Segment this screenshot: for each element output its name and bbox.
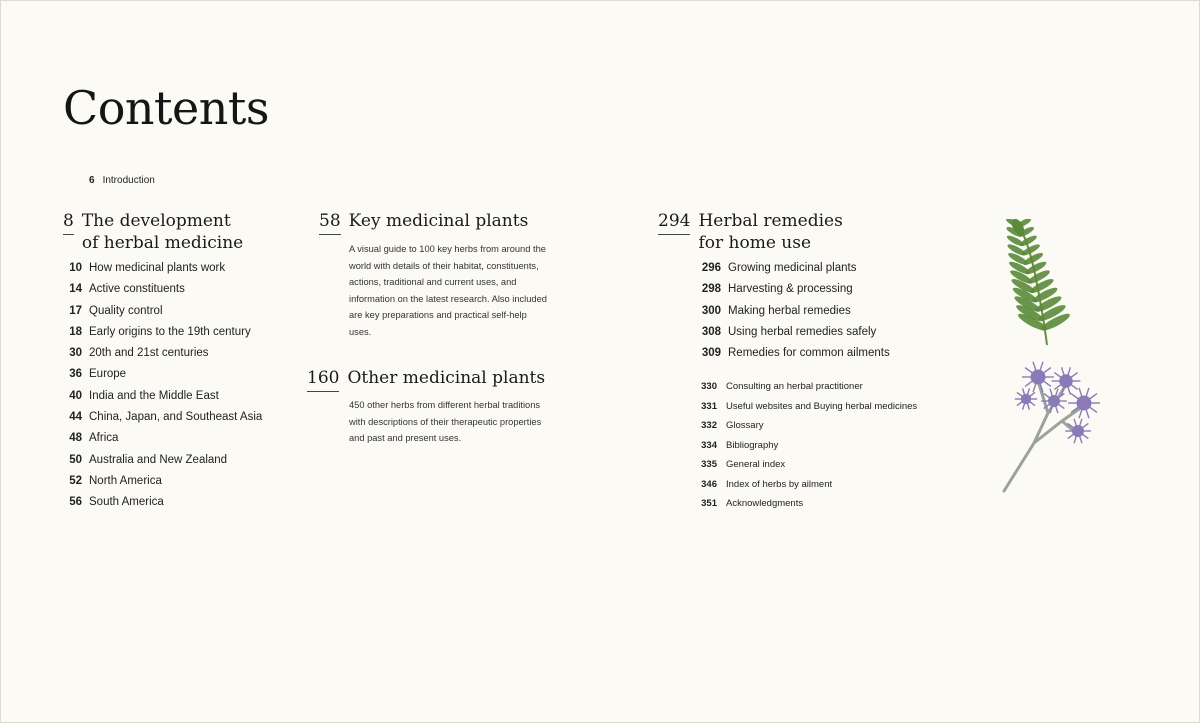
toc-label: Useful websites and Buying herbal medicines [726,400,918,412]
toc-label: 20th and 21st centuries [89,347,209,360]
toc-page-number: 351 [701,498,717,509]
toc-label: South America [89,496,164,509]
toc-entry[interactable] [65,475,262,496]
toc-page-number: 346 [701,478,717,490]
sea-holly-illustration [996,351,1101,496]
section-page-number: 294 [658,210,690,235]
toc-label: How medicinal plants work [89,262,226,274]
toc-entry[interactable] [65,454,262,475]
toc-entry[interactable] [698,381,917,401]
toc-page-number: 332 [701,420,717,431]
toc-entry[interactable] [65,432,262,453]
toc-page-number: 296 [701,262,721,274]
toc-page-number: 40 [69,389,82,402]
toc-label: Index of herbs by ailment [726,478,833,490]
toc-entry[interactable] [698,459,917,479]
section-heading-key-plants[interactable] [319,210,528,235]
toc-label: Early origins to the 19th century [89,325,251,338]
toc-page-number: 30 [69,347,82,360]
section-title: Key medicinal plants [348,211,529,231]
toc-page-number: 50 [69,453,82,466]
toc-label: India and the Middle East [89,389,219,402]
intro-label: Introduction [102,175,155,186]
toc-label: Growing medicinal plants [728,262,857,274]
toc-entry[interactable] [65,368,262,389]
toc-list-development [65,262,262,518]
section-heading-home-remedies[interactable] [658,210,843,254]
toc-entry[interactable] [65,411,262,432]
toc-page-number: 52 [69,474,82,487]
toc-entry[interactable] [698,440,917,460]
section-page-number: 58 [319,210,341,235]
toc-entry[interactable] [695,347,890,368]
section-description: 450 other herbs from different herbal traditions with descriptions of their therapeutic properties and past and present uses. [349,400,542,443]
toc-list-back-matter [698,381,917,518]
toc-label: Consulting an herbal practitioner [726,381,863,392]
section-heading-other-plants[interactable] [307,367,545,392]
toc-entry[interactable] [65,262,262,283]
toc-page-number: 331 [701,400,717,412]
section-page-number: 8 [63,210,74,235]
toc-page-number: 309 [701,347,721,360]
toc-entry[interactable] [65,496,262,517]
toc-page-number: 48 [69,432,82,445]
toc-entry[interactable] [695,326,890,347]
toc-page-number: 330 [701,381,717,392]
toc-label: Remedies for common ailments [728,347,890,360]
toc-label: Europe [89,368,127,381]
toc-page-number: 17 [69,304,82,317]
page-title: Contents [63,81,269,135]
toc-entry[interactable] [695,262,890,283]
toc-entry[interactable] [65,305,262,326]
toc-label: China, Japan, and Southeast Asia [89,411,263,424]
toc-entry[interactable] [695,305,890,326]
toc-entry[interactable] [698,479,917,499]
section-title: Herbal remedies for home use [698,211,843,253]
toc-entry[interactable] [65,283,262,304]
intro-page-number: 6 [89,175,95,186]
toc-label: Making herbal remedies [728,304,851,317]
section-description: A visual guide to 100 key herbs from around the world with details of their habitat, constituents, actions, traditional and current uses, and information on the latest research. Also included are key preparations and practical self-help uses. [349,244,547,337]
toc-page-number: 334 [701,439,717,451]
toc-label: Australia and New Zealand [89,453,228,466]
toc-label: Active constituents [89,283,185,296]
toc-label: Harvesting & processing [728,283,853,296]
toc-label: Acknowledgments [726,498,804,509]
toc-label: Africa [89,432,119,445]
toc-entry[interactable] [65,326,262,347]
toc-entry[interactable] [695,283,890,304]
toc-label: General index [726,459,786,470]
toc-page-number: 308 [701,325,721,338]
toc-page-number: 36 [69,368,82,381]
toc-entry[interactable] [698,401,917,421]
toc-page-number: 56 [69,496,82,509]
toc-page-number: 335 [701,459,717,470]
toc-page-number: 14 [69,283,82,296]
toc-entry[interactable] [698,420,917,440]
fern-leaf-illustration [1001,219,1091,347]
toc-page-number: 298 [701,283,721,296]
toc-label: Using herbal remedies safely [728,325,877,338]
section-page-number: 160 [307,367,339,392]
toc-label: Quality control [89,304,163,317]
toc-list-home-remedies [695,262,890,368]
toc-page-number: 10 [69,262,82,274]
toc-entry[interactable] [65,390,262,411]
section-title: Other medicinal plants [347,368,546,388]
toc-page-number: 44 [69,411,82,424]
toc-label: North America [89,474,162,487]
toc-label: Bibliography [726,439,779,451]
section-title: The development of herbal medicine [81,211,244,253]
section-heading-development[interactable] [63,210,243,254]
toc-page-number: 18 [69,325,82,338]
toc-entry[interactable] [698,498,917,518]
intro-entry[interactable] [89,175,155,186]
toc-entry[interactable] [65,347,262,368]
toc-page-number: 300 [701,304,721,317]
toc-label: Glossary [726,420,764,431]
